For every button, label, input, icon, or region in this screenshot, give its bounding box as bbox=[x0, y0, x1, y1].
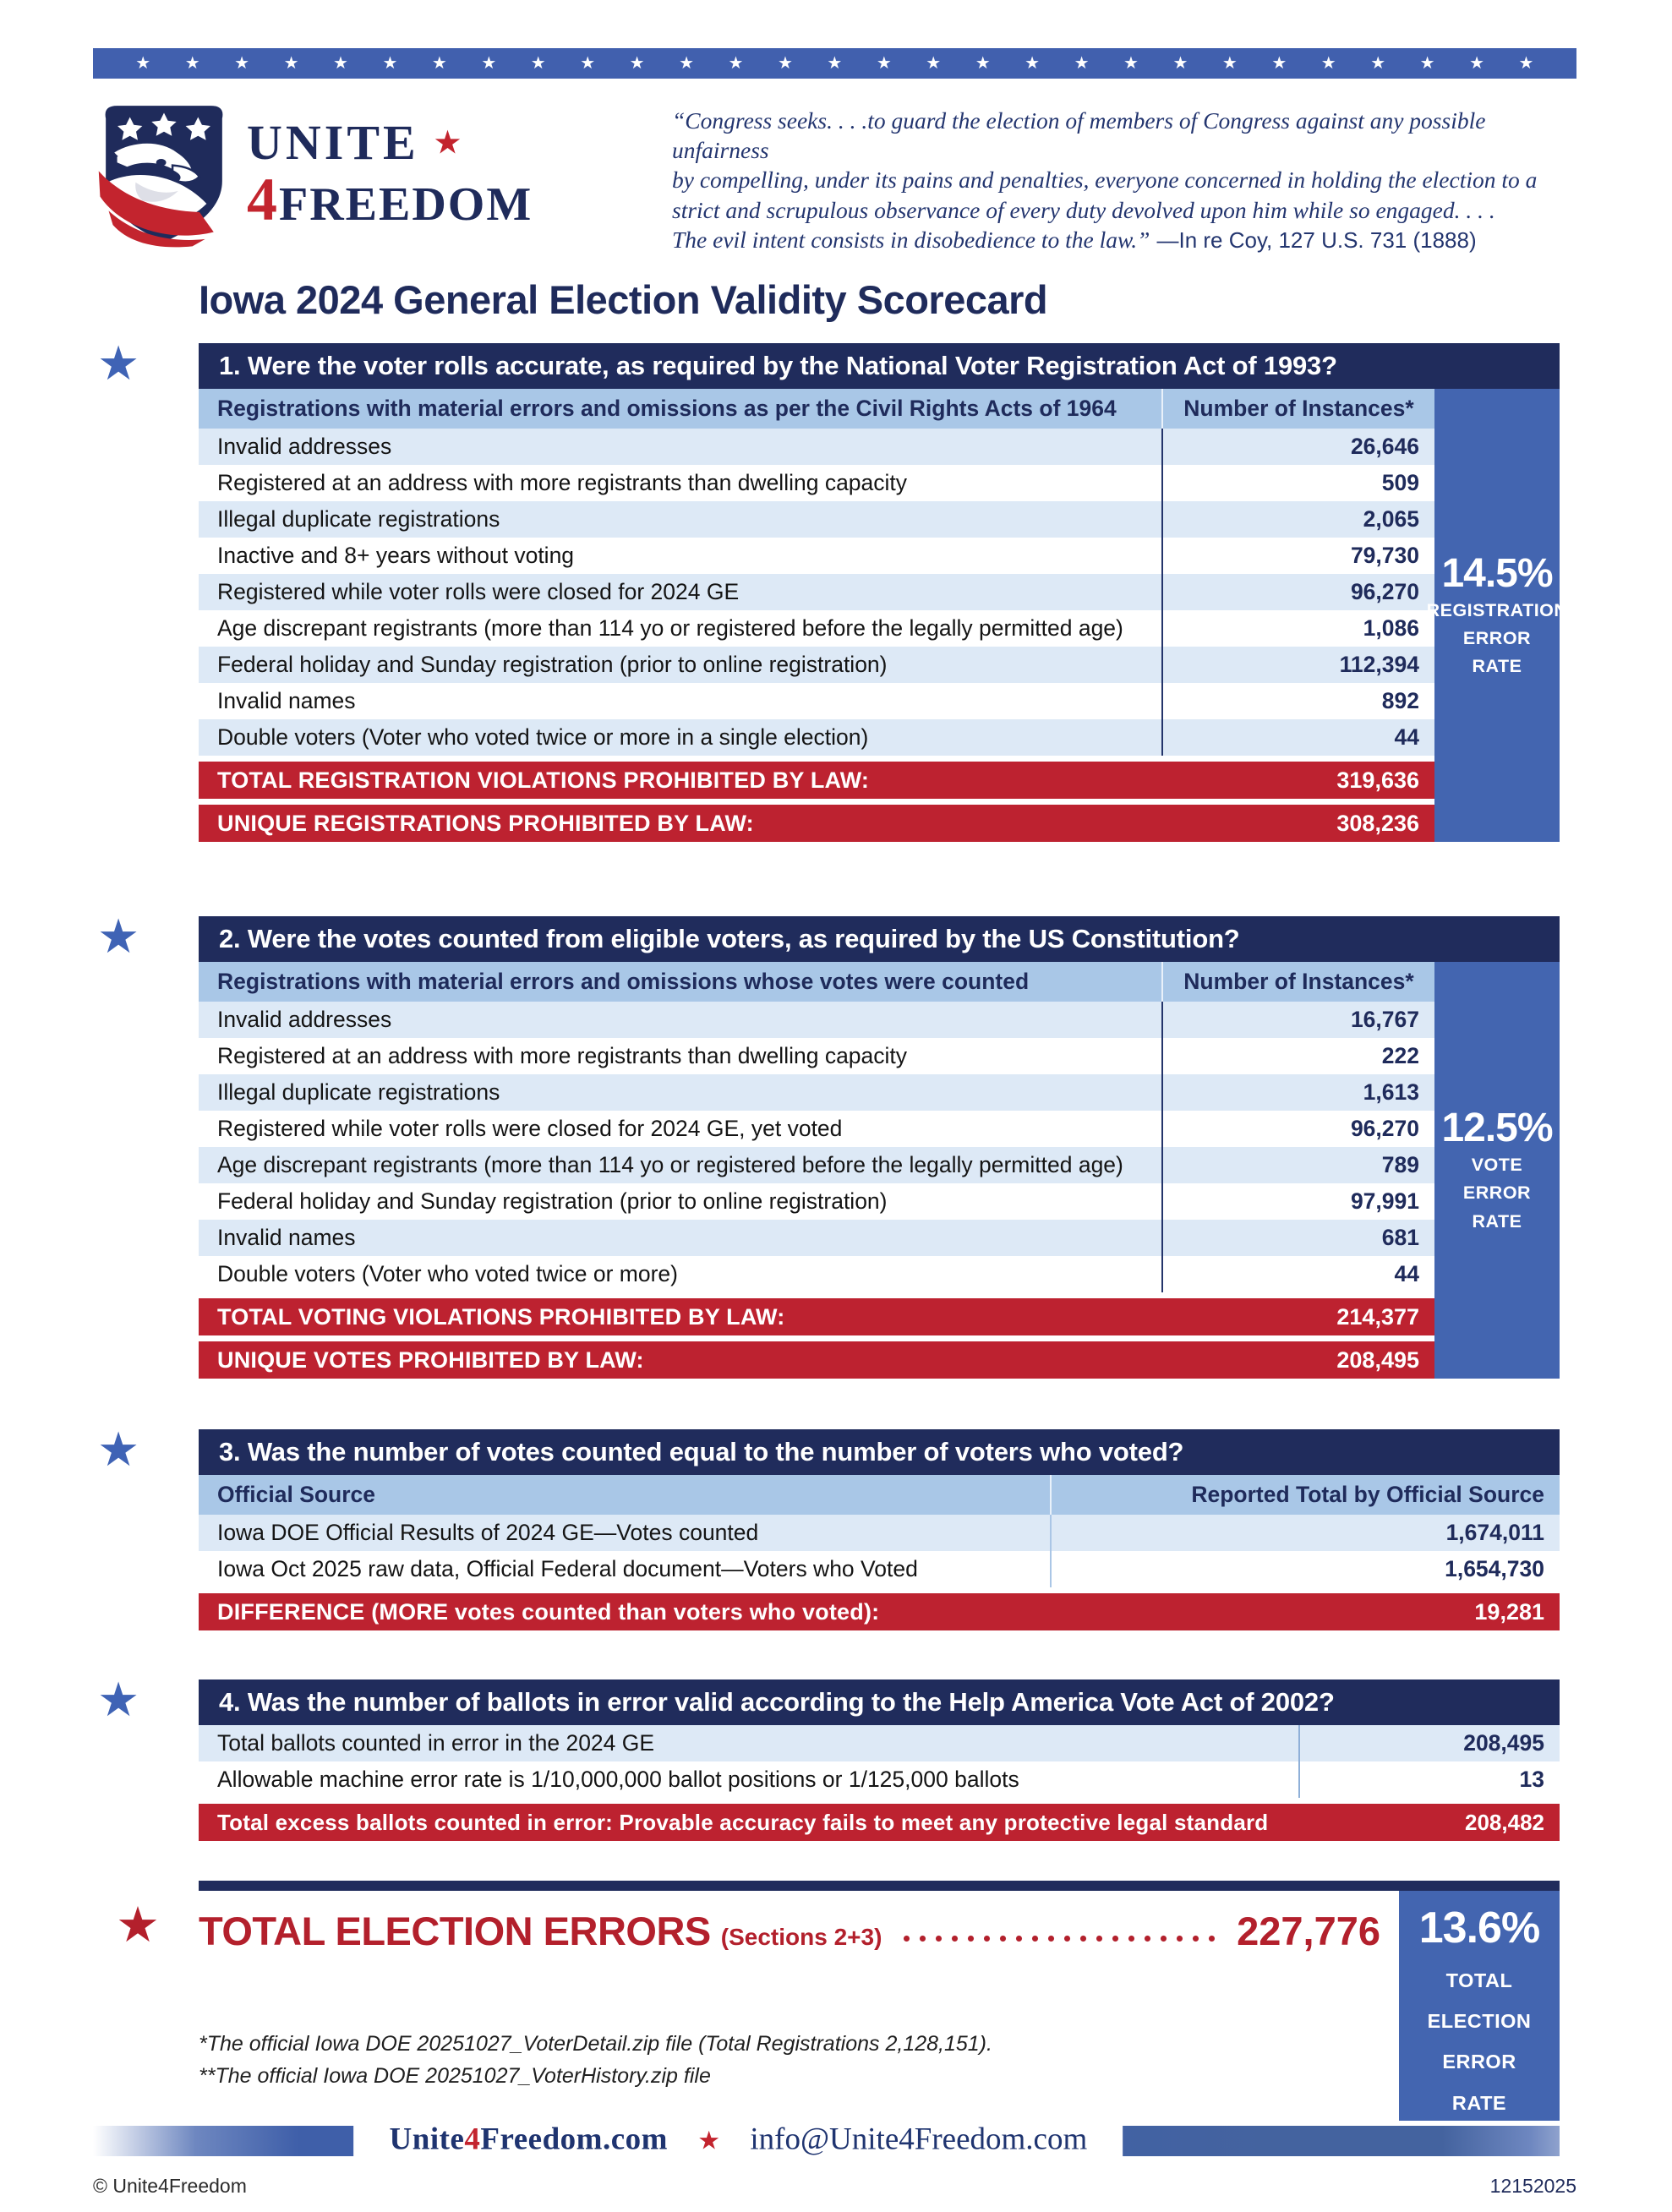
band-star-icon: ★ bbox=[1221, 54, 1238, 73]
band-star-icon: ★ bbox=[1271, 54, 1287, 73]
section-1-heading: 1. Were the voter rolls accurate, as required by the National Voter Registration Act of 1993? bbox=[199, 343, 1560, 389]
column-header-instances: Number of Instances* bbox=[1161, 962, 1434, 1002]
row-value: 222 bbox=[1161, 1038, 1434, 1074]
section-3-heading: 3. Was the number of votes counted equal to the number of voters who voted? bbox=[199, 1429, 1560, 1475]
row-label: Allowable machine error rate is 1/10,000,000 ballot positions or 1/125,000 ballots bbox=[217, 1767, 1019, 1793]
row-label: Registered at an address with more registrants than dwelling capacity bbox=[217, 1043, 908, 1069]
row-label: Invalid addresses bbox=[217, 434, 392, 460]
total-election-errors-block bbox=[116, 1881, 1560, 2121]
logo-wordmark bbox=[247, 115, 533, 234]
band-star-icon: ★ bbox=[728, 54, 744, 73]
band-star-icon: ★ bbox=[580, 54, 596, 73]
page-header bbox=[93, 97, 1576, 254]
star-icon: ★ bbox=[97, 1423, 140, 1477]
date-code: 12152025 bbox=[1489, 2175, 1576, 2198]
page-title: Iowa 2024 General Election Validity Scorecard bbox=[199, 277, 1048, 323]
table-row bbox=[199, 1515, 1560, 1551]
section-1-voter-rolls bbox=[97, 336, 1568, 842]
row-value: 1,086 bbox=[1161, 610, 1434, 647]
total-voting-violations-bar: TOTAL VOTING VIOLATIONS PROHIBITED BY LAW: 214,377 bbox=[199, 1298, 1434, 1335]
table-row bbox=[199, 1256, 1434, 1292]
table-row bbox=[199, 465, 1434, 501]
row-label: Invalid names bbox=[217, 688, 356, 714]
row-label: Iowa Oct 2025 raw data, Official Federal document—Voters who Voted bbox=[217, 1556, 918, 1582]
table-row bbox=[199, 429, 1434, 465]
table-row bbox=[199, 1220, 1434, 1256]
registration-error-rate-panel bbox=[1426, 389, 1568, 842]
quote-line: The evil intent consists in disobedience to the law.” —In re Coy, 127 U.S. 731 (1888) bbox=[672, 226, 1477, 253]
band-star-icon: ★ bbox=[1419, 54, 1435, 73]
quote-line: by compelling, under its pains and penalties, everyone concerned in holding the election to a bbox=[672, 167, 1538, 194]
table-row bbox=[199, 683, 1434, 719]
row-label: Age discrepant registrants (more than 114 yo or registered before the legally permitted age) bbox=[217, 1152, 1123, 1178]
band-star-icon: ★ bbox=[926, 54, 942, 73]
logo-number-4: 4 bbox=[247, 166, 279, 234]
band-star-icon: ★ bbox=[1172, 54, 1188, 73]
table-row bbox=[199, 719, 1434, 756]
table-row bbox=[199, 501, 1434, 538]
section-4-heading: 4. Was the number of ballots in error valid according to the Help America Vote Act of 2002? bbox=[199, 1679, 1560, 1725]
band-star-icon: ★ bbox=[629, 54, 645, 73]
table-row bbox=[199, 574, 1434, 610]
quote-line: strict and scrupulous observance of every duty devolved upon him while so engaged. . . . bbox=[672, 196, 1495, 223]
band-star-icon: ★ bbox=[1469, 54, 1484, 73]
error-rate-value: 13.6% bbox=[1418, 1903, 1540, 1953]
total-registration-violations-bar: TOTAL REGISTRATION VIOLATIONS PROHIBITED BY LAW: 319,636 bbox=[199, 762, 1434, 799]
band-star-icon: ★ bbox=[530, 54, 546, 73]
band-star-icon: ★ bbox=[333, 54, 348, 73]
eagle-shield-icon bbox=[93, 97, 235, 248]
band-star-icon: ★ bbox=[135, 54, 151, 73]
section-1-table bbox=[199, 389, 1434, 842]
band-star-icon: ★ bbox=[679, 54, 694, 73]
quote-line: “Congress seeks. . . .to guard the election of members of Congress against any possible unfairness bbox=[672, 107, 1486, 164]
table-row bbox=[199, 610, 1434, 647]
row-label: Illegal duplicate registrations bbox=[217, 1079, 500, 1106]
error-rate-value: 14.5% bbox=[1441, 550, 1553, 596]
row-value: 892 bbox=[1161, 683, 1434, 719]
row-label: Iowa DOE Official Results of 2024 GE—Votes counted bbox=[217, 1520, 759, 1546]
row-value: 26,646 bbox=[1161, 429, 1434, 465]
row-value: 789 bbox=[1161, 1147, 1434, 1183]
row-value: 208,495 bbox=[1298, 1725, 1560, 1761]
row-label: Age discrepant registrants (more than 114 yo or registered before the legally permitted age) bbox=[217, 615, 1123, 642]
table-row bbox=[199, 1111, 1434, 1147]
band-star-icon: ★ bbox=[1025, 54, 1041, 73]
website-link[interactable]: Unite4Freedom.com bbox=[389, 2122, 668, 2157]
row-value: 16,767 bbox=[1161, 1002, 1434, 1038]
email-link[interactable]: info@Unite4Freedom.com bbox=[750, 2122, 1088, 2157]
table-row bbox=[199, 538, 1434, 574]
star-icon: ★ bbox=[697, 2127, 721, 2155]
footnote: **The official Iowa DOE 20251027_VoterHistory.zip file bbox=[199, 2063, 711, 2088]
band-star-icon: ★ bbox=[283, 54, 299, 73]
error-rate-value: 12.5% bbox=[1441, 1106, 1553, 1151]
excess-ballots-bar: Total excess ballots counted in error: Provable accuracy fails to meet any protective legal standard 208,482 bbox=[199, 1804, 1560, 1841]
error-rate-label: VOTE ERROR RATE bbox=[1462, 1155, 1532, 1232]
row-value: 97,991 bbox=[1161, 1183, 1434, 1220]
row-value: 681 bbox=[1161, 1220, 1434, 1256]
star-icon: ★ bbox=[97, 1673, 140, 1727]
total-errors-value: 227,776 bbox=[1237, 1909, 1380, 1954]
legal-quote bbox=[672, 106, 1576, 254]
total-errors-subtitle: (Sections 2+3) bbox=[720, 1924, 882, 1951]
column-header-row bbox=[199, 389, 1434, 429]
row-value: 1,613 bbox=[1161, 1074, 1434, 1111]
band-star-icon: ★ bbox=[382, 54, 398, 73]
row-label: Registered while voter rolls were closed for 2024 GE, yet voted bbox=[217, 1116, 843, 1142]
band-star-icon: ★ bbox=[827, 54, 843, 73]
row-label: Double voters (Voter who voted twice or more in a single election) bbox=[217, 724, 869, 751]
row-value: 44 bbox=[1161, 1256, 1434, 1292]
row-value: 79,730 bbox=[1161, 538, 1434, 574]
section-2-heading: 2. Were the votes counted from eligible voters, as required by the US Constitution? bbox=[199, 916, 1560, 962]
column-header-description: Registrations with material errors and omissions as per the Civil Rights Acts of 1964 bbox=[217, 396, 1117, 422]
band-star-icon: ★ bbox=[184, 54, 200, 73]
footer-links bbox=[354, 2116, 1123, 2162]
table-row bbox=[199, 1002, 1434, 1038]
band-star-icon: ★ bbox=[431, 54, 447, 73]
row-label: Double voters (Voter who voted twice or more) bbox=[217, 1261, 678, 1287]
unique-registrations-bar: UNIQUE REGISTRATIONS PROHIBITED BY LAW: 308,236 bbox=[199, 805, 1434, 842]
dotted-leader bbox=[899, 1935, 1220, 1942]
row-label: Inactive and 8+ years without voting bbox=[217, 543, 575, 569]
band-star-icon: ★ bbox=[1370, 54, 1386, 73]
row-label: Total ballots counted in error in the 2024 GE bbox=[217, 1730, 655, 1756]
column-header-reported-total: Reported Total by Official Source bbox=[1050, 1475, 1560, 1515]
row-label: Registered at an address with more registrants than dwelling capacity bbox=[217, 470, 908, 496]
band-star-icon: ★ bbox=[876, 54, 892, 73]
column-header-description: Registrations with material errors and omissions whose votes were counted bbox=[217, 969, 1030, 995]
row-label: Illegal duplicate registrations bbox=[217, 506, 500, 533]
logo-word-freedom: FREEDOM bbox=[279, 178, 533, 232]
error-rate-label: REGISTRATION ERROR RATE bbox=[1426, 599, 1568, 677]
band-star-icon: ★ bbox=[777, 54, 793, 73]
footnote: *The official Iowa DOE 20251027_VoterDetail.zip file (Total Registrations 2,128,151). bbox=[199, 2032, 992, 2056]
table-row bbox=[199, 1183, 1434, 1220]
vote-error-rate-panel bbox=[1434, 962, 1560, 1379]
star-icon: ★ bbox=[97, 336, 140, 391]
row-value: 96,270 bbox=[1161, 1111, 1434, 1147]
row-value: 1,654,730 bbox=[1050, 1551, 1560, 1587]
band-star-icon: ★ bbox=[234, 54, 250, 73]
row-label: Invalid names bbox=[217, 1225, 356, 1251]
section-4-ballots-in-error bbox=[97, 1673, 1560, 1841]
table-row bbox=[199, 1725, 1560, 1761]
band-star-icon: ★ bbox=[975, 54, 991, 73]
logo-word-unite: UNITE bbox=[247, 115, 419, 170]
table-row bbox=[199, 1761, 1560, 1798]
table-row bbox=[199, 647, 1434, 683]
column-header-row bbox=[199, 962, 1434, 1002]
star-icon: ★ bbox=[116, 1898, 160, 1953]
footer-bar bbox=[93, 2122, 1560, 2157]
quote-citation: —In re Coy, 127 U.S. 731 (1888) bbox=[1156, 227, 1477, 253]
table-row bbox=[199, 1074, 1434, 1111]
row-label: Federal holiday and Sunday registration (prior to online registration) bbox=[217, 1188, 888, 1215]
patriotic-star-band bbox=[93, 48, 1576, 79]
unique-votes-bar: UNIQUE VOTES PROHIBITED BY LAW: 208,495 bbox=[199, 1341, 1434, 1379]
section-2-table bbox=[199, 962, 1434, 1379]
section-4-table bbox=[199, 1725, 1560, 1841]
difference-bar: DIFFERENCE (MORE votes counted than voters who voted): 19,281 bbox=[199, 1593, 1560, 1630]
section-3-table bbox=[199, 1475, 1560, 1630]
row-label: Registered while voter rolls were closed for 2024 GE bbox=[217, 579, 740, 605]
row-value: 44 bbox=[1161, 719, 1434, 756]
copyright-text: © Unite4Freedom bbox=[93, 2175, 247, 2198]
band-star-icon: ★ bbox=[1320, 54, 1336, 73]
row-value: 96,270 bbox=[1161, 574, 1434, 610]
bottom-line bbox=[93, 2175, 1576, 2198]
column-header-instances: Number of Instances* bbox=[1161, 389, 1434, 429]
table-row bbox=[199, 1551, 1560, 1587]
table-row bbox=[199, 1038, 1434, 1074]
total-errors-title: TOTAL ELECTION ERRORS bbox=[199, 1909, 711, 1954]
band-star-icon: ★ bbox=[481, 54, 497, 73]
row-label: Invalid addresses bbox=[217, 1007, 392, 1033]
column-header-source: Official Source bbox=[217, 1482, 376, 1508]
star-icon: ★ bbox=[97, 909, 140, 964]
logo-star-icon: ★ bbox=[434, 128, 461, 159]
column-header-row bbox=[199, 1475, 1560, 1515]
row-value: 2,065 bbox=[1161, 501, 1434, 538]
row-value: 509 bbox=[1161, 465, 1434, 501]
table-row bbox=[199, 1147, 1434, 1183]
section-2-votes-counted bbox=[97, 909, 1560, 1379]
divider-rule bbox=[199, 1881, 1560, 1891]
band-star-icon: ★ bbox=[1518, 54, 1534, 73]
section-3-votes-vs-voters bbox=[97, 1423, 1560, 1630]
error-rate-label: TOTAL ELECTION ERROR RATE bbox=[1427, 1969, 1532, 2114]
footnotes bbox=[199, 2029, 1399, 2092]
row-value: 1,674,011 bbox=[1050, 1515, 1560, 1551]
row-value: 112,394 bbox=[1161, 647, 1434, 683]
row-label: Federal holiday and Sunday registration (prior to online registration) bbox=[217, 652, 888, 678]
band-star-icon: ★ bbox=[1074, 54, 1090, 73]
total-election-error-rate-panel bbox=[1399, 1891, 1560, 2121]
row-value: 13 bbox=[1298, 1761, 1560, 1798]
unite4freedom-logo bbox=[93, 97, 533, 248]
total-election-errors-line bbox=[199, 1908, 1399, 1954]
band-star-icon: ★ bbox=[1123, 54, 1139, 73]
